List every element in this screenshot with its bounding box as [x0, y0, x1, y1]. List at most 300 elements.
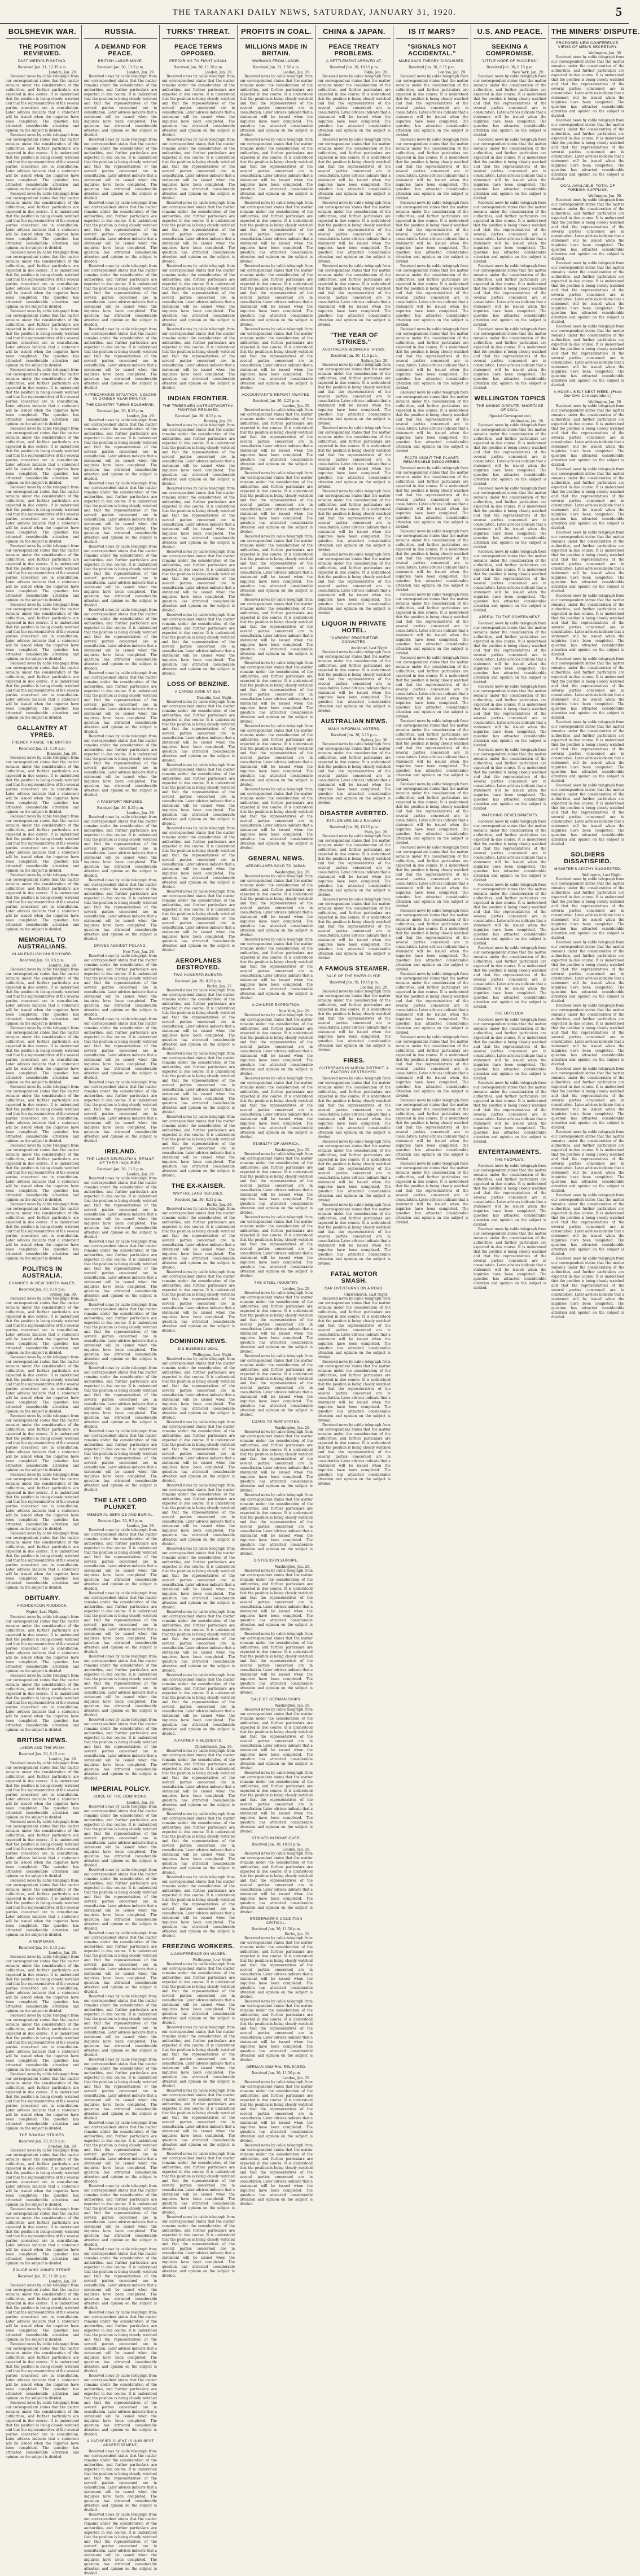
body-paragraph: Received news by cable telegraph from our correspondent states that the matter remains under the consideration of the authorities, and further particulars are expected in due course. It is understood that the position is being closely watched and that the representatives of the several parties concerned are in consultation. Later advices indicate that a statement will be issued when the inquiries have been completed. The question has attracted considerable attention and opinion on the subject is divided.: [474, 327, 546, 390]
story-subheading: THE MINING DISPUTE. SHORTAGE OF COAL.: [476, 404, 543, 412]
received-time: Received Jan. 30, 8.15 p.m.: [19, 1752, 66, 1756]
body-paragraph: Received news by cable telegraph from our correspondent states that the matter remains under the consideration of the authorities, and further particulars are expected in due course. It is understood that the position is being closely watched and that the representatives of the several parties concerned are in consultation. Later advices indicate that a statement will be issued when the inquiries have been completed. The question has attracted considerable attention and opinion on the subject is divided.: [162, 989, 235, 1051]
body-paragraph: Received news by cable telegraph from our correspondent states that the matter remains under the consideration of the authorities, and further particulars are expected in due course. It is understood that the position is being closely watched and that the representatives of the several parties concerned are in consultation. Later advices indicate that a statement will be issued when the inquiries have been completed. The question has attracted considerable attention and opinion on the subject is divided.: [162, 201, 235, 264]
body-paragraph: Received news by cable telegraph from our correspondent states that the matter remains under the consideration of the authorities, and further particulars are expected in due course. It is understood that the position is being closely watched and that the representatives of the several parties concerned are in consultation. Later advices indicate that a statement will be issued when the inquiries have been completed. The question has attracted considerable attention and opinion on the subject is divided.: [551, 594, 624, 657]
story-subheading: BRITISH LABOR MOVE.: [98, 59, 143, 63]
story: [162, 395, 235, 676]
body-paragraph: Received news by cable telegraph from our correspondent states that the matter remains under the consideration of the authorities, and further particulars are expected in due course. It is understood that the position is being closely watched and that the representatives of the several parties concerned are in consultation. Later advices indicate that a statement will be issued when the inquiries have been completed. The question has attracted considerable attention and opinion on the subject is divided.: [6, 2207, 79, 2266]
story: [318, 1057, 391, 1266]
body-paragraph: Received news by cable telegraph from our correspondent states that the matter remains under the consideration of the authorities, and further particulars are expected in due course. It is understood that the position is being closely watched and that the representatives of the several parties concerned are in consultation. Later advices indicate that a statement will be issued when the inquiries have been completed. The question has attracted considerable attention and opinion on the subject is divided.: [6, 2072, 79, 2131]
body-paragraph: Received news by cable telegraph from our correspondent states that the matter remains under the consideration of the authorities, and further particulars are expected in due course. It is understood that the position is being closely watched and that the representatives of the several parties concerned are in consultation. Later advices indicate that a statement will be issued when the inquiries have been completed. The question has attracted considerable attention and opinion on the subject is divided.: [396, 972, 468, 1035]
story: [318, 43, 391, 327]
dateline: Wellington, Jan. 30.: [588, 51, 622, 55]
story-subheading: MINISTER'S APATHY SUGGESTED.: [554, 867, 621, 871]
body-paragraph: Received news by cable telegraph from our correspondent states that the matter remains under the consideration of the authorities, and further particulars are expected in due course. It is understood that the position is being closely watched and that the representatives of the several parties concerned are in consultation. Later advices indicate that a statement will be issued when the inquiries have been completed. The question has attracted considerable attention and opinion on the subject is divided.: [6, 2149, 79, 2207]
body-paragraph: Received news by cable telegraph from our correspondent states that the matter remains under the consideration of the authorities, and further particulars are expected in due course. It is understood that the position is being closely watched and that the representatives of the several parties concerned are in consultation. Later advices indicate that a statement will be issued when the inquiries have been completed. The question has attracted considerable attention and opinion on the subject is divided.: [6, 309, 79, 368]
story: [162, 957, 235, 1178]
story-subheading: THE TRIBESMEN UNTRUSTWORTHY. FIGHTING RESUMED.: [163, 404, 234, 412]
dateline: Christchurch, Jan. 30.: [195, 1745, 233, 1749]
story-subheading: VOICE OF THE DOMINIONS.: [93, 1795, 148, 1799]
body-paragraph: Received news by cable telegraph from our correspondent states that the matter remains under the consideration of the authorities, and further particulars are expected in due course. It is understood that the position is being closely watched and that the representatives of the several parties concerned are in consultation. Later advices indicate that a statement will be issued when the inquiries have been completed. The question has attracted considerable attention and opinion on the subject is divided.: [162, 75, 235, 137]
body-paragraph: Received news by cable telegraph from our correspondent states that the matter remains under the consideration of the authorities, and further particulars are expected in due course. It is understood that the position is being closely watched and that the representatives of the several parties concerned are in consultation. Later advices indicate that a statement will be issued when the inquiries have been completed. The question has attracted considerable attention and opinion on the subject is divided.: [240, 1291, 313, 1354]
story-subheading: A PRECARIOUS SITUATION. CZECHS IN DANGER NEAR IRKUTSK.: [84, 393, 157, 401]
story-subheading: PAST WEEK'S FIGHTING.: [18, 59, 67, 63]
story-subheading: SALE OF THE RIVER CLYDE.: [326, 974, 382, 978]
story-subheading: AUSTRALIAN WORKERS' VIEWS.: [322, 348, 386, 352]
dateline: Dunedin, Last Night.: [196, 696, 233, 700]
dateline: London, Jan. 29.: [49, 1951, 77, 1955]
body-paragraph: Received news by cable telegraph from our correspondent states that the matter remains under the consideration of the authorities, and further particulars are expected in due course. It is understood that the position is being closely watched and that the representatives of the several parties concerned are in consultation. Later advices indicate that a statement will be issued when the inquiries have been completed. The question has attracted considerable attention and opinion on the subject is divided.: [84, 954, 157, 1017]
body-paragraph: Received news by cable telegraph from our correspondent states that the matter remains under the consideration of the authorities, and further particulars are expected in due course. It is understood that the position is being closely watched and that the representatives of the several parties concerned are in consultation. Later advices indicate that a statement will be issued when the inquiries have been completed. The question has attracted considerable attention and opinion on the subject is divided.: [240, 2000, 313, 2062]
body-paragraph: Received news by cable telegraph from our correspondent states that the matter remains under the consideration of the authorities, and further particulars are expected in due course. It is understood that the position is being closely watched and that the representatives of the several parties concerned are in consultation. Later advices indicate that a statement will be issued when the inquiries have been completed. The question has attracted considerable attention and opinion on the subject is divided.: [84, 1805, 157, 1868]
received-time: Received Jan. 30, 11.5 p.m.: [330, 354, 378, 358]
body-paragraph: Received news by cable telegraph from our correspondent states that the matter remains under the consideration of the authorities, and further particulars are expected in due course. It is understood that the position is being closely watched and that the representatives of the several parties concerned are in consultation. Later advices indicate that a statement will be issued when the inquiries have been completed. The question has attracted considerable attention and opinion on the subject is divided.: [6, 2342, 79, 2400]
news-column: [393, 25, 471, 1224]
story-headline: WELLINGTON TOPICS: [474, 395, 546, 402]
story-headline: THE POSITION REVIEWED.: [19, 43, 66, 57]
body-paragraph: Received news by cable telegraph from our correspondent states that the matter remains under the consideration of the authorities, and further particulars are expected in due course. It is understood that the position is being closely watched and that the representatives of the several parties concerned are in consultation. Later advices indicate that a statement will be issued when the inquiries have been completed. The question has attracted considerable attention and opinion on the subject is divided.: [162, 1875, 235, 1938]
story-subheading: ERZBERGER'S CONDITION CRITICAL.: [250, 1917, 303, 1925]
body-paragraph: Received news by cable telegraph from our correspondent states that the matter remains under the consideration of the authorities, and further particulars are expected in due course. It is understood that the position is being closely watched and that the representatives of the several parties concerned are in consultation. Later advices indicate that a statement will be issued when the inquiries have been completed. The question has attracted considerable attention and opinion on the subject is divided.: [551, 119, 624, 181]
body-paragraph: Received news by cable telegraph from our correspondent states that the matter remains under the consideration of the authorities, and further particulars are expected in due course. It is understood that the position is being closely watched and that the representatives of the several parties concerned are in consultation. Later advices indicate that a statement will be issued when the inquiries have been completed. The question has attracted considerable attention and opinion on the subject is divided.: [318, 426, 391, 489]
body-paragraph: Received news by cable telegraph from our correspondent states that the matter remains under the consideration of the authorities, and further particulars are expected in due course. It is understood that the position is being closely watched and that the representatives of the several parties concerned are in consultation. Later advices indicate that a statement will be issued when the inquiries have been completed. The question has attracted considerable attention and opinion on the subject is divided.: [6, 1532, 79, 1590]
dateline: Wellington, Jan. 29.: [588, 400, 622, 404]
story: [84, 1497, 157, 1781]
received-time: Received Jan. 30, 2.25 p.m.: [252, 399, 300, 403]
story: [240, 1559, 313, 1695]
story-subheading: A SATISFIED CLIENT IS OUR BEST ADVERTISEMENT,: [87, 2439, 154, 2447]
story-subheading: GERMAN ADMIRAL RELEASED.: [246, 2065, 306, 2069]
body-paragraph: Received news by cable telegraph from our correspondent states that the matter remains under the consideration of the authorities, and further particulars are expected in due course. It is understood that the position is being closely watched and that the representatives of the several parties concerned are in consultation. Later advices indicate that a statement will be issued when the inquiries have been completed. The question has attracted considerable attention and opinion on the subject is divided.: [6, 1355, 79, 1414]
story: [6, 937, 79, 1261]
body-paragraph: Received news by cable telegraph from our correspondent states that the matter remains under the consideration of the authorities, and further particulars are expected in due course. It is understood that the position is being closely watched and that the representatives of the several parties concerned are in consultation. Later advices indicate that a statement will be issued when the inquiries have been completed. The question has attracted considerable attention and opinion on the subject is divided.: [84, 138, 157, 200]
body-paragraph: Received news by cable telegraph from our correspondent states that the matter remains under the consideration of the authorities, and further particulars are expected in due course. It is understood that the position is being closely watched and that the representatives of the several parties concerned are in consultation. Later advices indicate that a statement will be issued when the inquiries have been completed. The question has attracted considerable attention and opinion on the subject is divided.: [84, 2311, 157, 2373]
body-paragraph: Received news by cable telegraph from our correspondent states that the matter remains under the consideration of the authorities, and further particulars are expected in due course. It is understood that the position is being closely watched and that the representatives of the several parties concerned are in consultation. Later advices indicate that a statement will be issued when the inquiries have been completed. The question has attracted considerable attention and opinion on the subject is divided.: [240, 1493, 313, 1556]
body-paragraph: Received news by cable telegraph from our correspondent states that the matter remains under the consideration of the authorities, and further particulars are expected in due course. It is understood that the position is being closely watched and that the representatives of the several parties concerned are in consultation. Later advices indicate that a statement will be issued when the inquiries have been completed. The question has attracted considerable attention and opinion on the subject is divided.: [84, 1177, 157, 1239]
story-headline: OBITUARY.: [24, 1595, 60, 1602]
column-heading: RUSSIA.: [84, 25, 157, 39]
body-paragraph: Received news by cable telegraph from our correspondent states that the matter remains under the consideration of the authorities, and further particulars are expected in due course. It is understood that the position is being closely watched and that the representatives of the several parties concerned are in consultation. Later advices indicate that a statement will be issued when the inquiries have been completed. The question has attracted considerable attention and opinion on the subject is divided.: [318, 1140, 391, 1202]
story: [474, 1012, 546, 1144]
body-paragraph: Received news by cable telegraph from our correspondent states that the matter remains under the consideration of the authorities, and further particulars are expected in due course. It is understood that the position is being closely watched and that the representatives of the several parties concerned are in consultation. Later advices indicate that a statement will be issued when the inquiries have been completed. The question has attracted considerable attention and opinion on the subject is divided.: [6, 1955, 79, 2013]
dateline: London, Jan. 29.: [282, 1848, 310, 1852]
body-paragraph: Received news by cable telegraph from our correspondent states that the matter remains under the consideration of the authorities, and further particulars are expected in due course. It is understood that the position is being closely watched and that the representatives of the several parties concerned are in consultation. Later advices indicate that a statement will be issued when the inquiries have been completed. The question has attracted considerable attention and opinion on the subject is divided.: [162, 1749, 235, 1812]
received-time: Received Jan. 30, 8.15 p.m.: [97, 806, 144, 810]
body-paragraph: Received news by cable telegraph from our correspondent states that the matter remains under the consideration of the authorities, and further particulars are expected in due course. It is understood that the position is being closely watched and that the representatives of the several parties concerned are in consultation. Later advices indicate that a statement will be issued when the inquiries have been completed. The question has attracted considerable attention and opinion on the subject is divided.: [551, 467, 624, 530]
body-paragraph: Received news by cable telegraph from our correspondent states that the matter remains under the consideration of the authorities, and further particulars are expected in due course. It is understood that the position is being closely watched and that the representatives of the several parties concerned are in consultation. Later advices indicate that a statement will be issued when the inquiries have been completed. The question has attracted considerable attention and opinion on the subject is divided.: [162, 2089, 235, 2151]
story-headline: IRELAND.: [104, 1148, 137, 1155]
dateline: Wellington, Last Night.: [192, 1958, 233, 1962]
story-subheading: THE PEOPLE'S.: [494, 1158, 525, 1162]
story-subheading: COAL AVAILABLE. TOTAL OF FOREIGN SUPPLIES.: [560, 184, 616, 192]
story: [6, 43, 79, 720]
story-headline: DISASTER AVERTED.: [319, 810, 389, 817]
body-paragraph: Received news by cable telegraph from our correspondent states that the matter remains under the consideration of the authorities, and further particulars are expected in due course. It is understood that the position is being closely watched and that the representatives of the several parties concerned are in consultation. Later advices indicate that a statement will be issued when the inquiries have been completed. The question has attracted considerable attention and opinion on the subject is divided.: [6, 1820, 79, 1878]
body-paragraph: Received news by cable telegraph from our correspondent states that the matter remains under the consideration of the authorities, and further particulars are expected in due course. It is understood that the position is being closely watched and that the representatives of the several parties concerned are in consultation. Later advices indicate that a statement will be issued when the inquiries have been completed. The question has attracted considerable attention and opinion on the subject is divided.: [551, 657, 624, 720]
story: [162, 1943, 235, 2278]
body-paragraph: Received news by cable telegraph from our correspondent states that the matter remains under the consideration of the authorities, and further particulars are expected in due course. It is understood that the position is being closely watched and that the representatives of the several parties concerned are in consultation. Later advices indicate that a statement will be issued when the inquiries have been completed. The question has attracted considerable attention and opinion on the subject is divided.: [6, 1026, 79, 1084]
story: [240, 855, 313, 1001]
story: [162, 1183, 235, 1333]
body-paragraph: Received news by cable telegraph from our correspondent states that the matter remains under the consideration of the authorities, and further particulars are expected in due course. It is understood that the position is being closely watched and that the representatives of the several parties concerned are in consultation. Later advices indicate that a statement will be issued when the inquiries have been completed. The question has attracted considerable attention and opinion on the subject is divided.: [162, 1115, 235, 1178]
story-subheading: STABILITY OF AMERICA.: [252, 1142, 300, 1146]
body-paragraph: Received news by cable telegraph from our correspondent states that the matter remains under the consideration of the authorities, and further particulars are expected in due course. It is understood that the position is being closely watched and that the representatives of the several parties concerned are in consultation. Later advices indicate that a statement will be issued when the inquiries have been completed. The question has attracted considerable attention and opinion on the subject is divided.: [318, 1423, 391, 1486]
body-paragraph: Received news by cable telegraph from our correspondent states that the matter remains under the consideration of the authorities, and further particulars are expected in due course. It is understood that the position is being closely watched and that the representatives of the several parties concerned are in consultation. Later advices indicate that a statement will be issued when the inquiries have been completed. The question has attracted considerable attention and opinion on the subject is divided.: [84, 2058, 157, 2120]
body-paragraph: Received news by cable telegraph from our correspondent states that the matter remains under the consideration of the authorities, and further particulars are expected in due course. It is understood that the position is being closely watched and that the representatives of the several parties concerned are in consultation. Later advices indicate that a statement will be issued when the inquiries have been completed. The question has attracted considerable attention and opinion on the subject is divided.: [162, 1207, 235, 1270]
body-paragraph: Received news by cable telegraph from our correspondent states that the matter remains under the consideration of the authorities, and further particulars are expected in due course. It is understood that the position is being closely watched and that the representatives of the several parties concerned are in consultation. Later advices indicate that a statement will be issued when the inquiries have been completed. The question has attracted considerable attention and opinion on the subject is divided.: [474, 883, 546, 946]
received-time: Napier, Last Night.: [25, 1610, 59, 1614]
story: [240, 1836, 313, 1915]
body-paragraph: Received news by cable telegraph from our correspondent states that the matter remains under the consideration of the authorities, and further particulars are expected in due course. It is understood that the position is being closely watched and that the representatives of the several parties concerned are in consultation. Later advices indicate that a statement will be issued when the inquiries have been completed. The question has attracted considerable attention and opinion on the subject is divided.: [240, 1708, 313, 1770]
received-time: Received Jan. 30, 8.15 p.m.: [97, 409, 144, 413]
dateline: London, Jan. 29.: [126, 414, 155, 418]
story-subheading: A CHINESE EXPEDITION.: [252, 1003, 301, 1007]
body-paragraph: Received news by cable telegraph from our correspondent states that the matter remains under the consideration of the authorities, and further particulars are expected in due course. It is understood that the position is being closely watched and that the representatives of the several parties concerned are in consultation. Later advices indicate that a statement will be issued when the inquiries have been completed. The question has attracted considerable attention and opinion on the subject is divided.: [84, 671, 157, 734]
received-time: Received Jan. 30, 10.15 p.m.: [329, 825, 379, 829]
received-time: Received Jan. 30, 11.5 p.m.: [97, 1167, 144, 1171]
story-subheading: ARCHDEACON RUDDOCK.: [16, 1604, 68, 1608]
body-paragraph: Received news by cable telegraph from our correspondent states that the matter remains under the consideration of the authorities, and further particulars are expected in due course. It is understood that the position is being closely watched and that the representatives of the several parties concerned are in consultation. Later advices indicate that a statement will be issued when the inquiries have been completed. The question has attracted considerable attention and opinion on the subject is divided.: [318, 898, 391, 960]
body-paragraph: Received news by cable telegraph from our correspondent states that the matter remains under the consideration of the authorities, and further particulars are expected in due course. It is understood that the position is being closely watched and that the representatives of the several parties concerned are in consultation. Later advices indicate that a statement will be issued when the inquiries have been completed. The question has attracted considerable attention and opinion on the subject is divided.: [84, 1868, 157, 1931]
story: [474, 43, 546, 391]
story-subheading: MANY INFORMAL VOTERS.: [328, 727, 380, 731]
story-subheading: A MOVE LIKELY NEXT WEEK. (From Our Own Correspondent.): [553, 390, 623, 398]
body-paragraph: Received news by cable telegraph from our correspondent states that the matter remains under the consideration of the authorities, and further particulars are expected in due course. It is understood that the position is being closely watched and that the representatives of the several parties concerned are in consultation. Later advices indicate that a statement will be issued when the inquiries have been completed. The question has attracted considerable attention and opinion on the subject is divided.: [84, 2184, 157, 2247]
story-headline: MEMORIAL TO AUSTRALIANS.: [17, 937, 67, 950]
story-headline: FIRES.: [343, 1057, 365, 1064]
body-paragraph: Received news by cable telegraph from our correspondent states that the matter remains under the consideration of the authorities, and further particulars are expected in due course. It is understood that the position is being closely watched and that the representatives of the several parties concerned are in consultation. Later advices indicate that a statement will be issued when the inquiries have been completed. The question has attracted considerable attention and opinion on the subject is divided.: [84, 1017, 157, 1080]
body-paragraph: Received news by cable telegraph from our correspondent states that the matter remains under the consideration of the authorities, and further particulars are expected in due course. It is understood that the position is being closely watched and that the representatives of the several parties concerned are in consultation. Later advices indicate that a statement will be issued when the inquiries have been completed. The question has attracted considerable attention and opinion on the subject is divided.: [551, 1067, 624, 1130]
story: [6, 1940, 79, 2131]
dateline: Berlin, Jan. 27.: [207, 985, 233, 989]
story: [162, 43, 235, 391]
dateline: Christchurch, Last Night.: [344, 1293, 388, 1297]
dateline: London, Jan. 29.: [126, 811, 155, 815]
story: [474, 615, 546, 811]
body-paragraph: Received news by cable telegraph from our correspondent states that the matter remains under the consideration of the authorities, and further particulars are expected in due course. It is understood that the position is being closely watched and that the representatives of the several parties concerned are in consultation. Later advices indicate that a statement will be issued when the inquiries have been completed. The question has attracted considerable attention and opinion on the subject is divided.: [396, 719, 468, 782]
received-time: Received Jan. 30, 11.50 p.m.: [251, 1927, 301, 1931]
body-paragraph: Received news by cable telegraph from our correspondent states that the matter remains under the consideration of the authorities, and further particulars are expected in due course. It is understood that the position is being closely watched and that the representatives of the several parties concerned are in consultation. Later advices indicate that a statement will be issued when the inquiries have been completed. The question has attracted considerable attention and opinion on the subject is divided.: [396, 1035, 468, 1098]
body-paragraph: Received news by cable telegraph from our correspondent states that the matter remains under the consideration of the authorities, and further particulars are expected in due course. It is understood that the position is being closely watched and that the representatives of the several parties concerned are in consultation. Later advices indicate that a statement will be issued when the inquiries have been completed. The question has attracted considerable attention and opinion on the subject is divided.: [6, 2401, 79, 2459]
body-paragraph: Received news by cable telegraph from our correspondent states that the matter remains under the consideration of the authorities, and further particulars are expected in due course. It is understood that the position is being closely watched and that the representatives of the several parties concerned are in consultation. Later advices indicate that a statement will be issued when the inquiries have been completed. The question has attracted considerable attention and opinion on the subject is divided.: [474, 138, 546, 200]
body-paragraph: Received news by cable telegraph from our correspondent states that the matter remains under the consideration of the authorities, and further particulars are expected in due course. It is understood that the position is being closely watched and that the representatives of the several parties concerned are in consultation. Later advices indicate that a statement will be issued when the inquiries have been completed. The question has attracted considerable attention and opinion on the subject is divided.: [240, 408, 313, 471]
story: [84, 2439, 157, 2576]
body-paragraph: Received news by cable telegraph from our correspondent states that the matter remains under the consideration of the authorities, and further particulars are expected in due course. It is understood that the position is being closely watched and that the representatives of the several parties concerned are in consultation. Later advices indicate that a statement will be issued when the inquiries have been completed. The question has attracted considerable attention and opinion on the subject is divided.: [162, 1052, 235, 1114]
story: [240, 1003, 313, 1140]
story: [318, 332, 391, 616]
news-column: [315, 25, 393, 1486]
body-paragraph: Received news by cable telegraph from our correspondent states that the matter remains under the consideration of the authorities, and further particulars are expected in due course. It is understood that the position is being closely watched and that the representatives of the several parties concerned are in consultation. Later advices indicate that a statement will be issued when the inquiries have been completed. The question has attracted considerable attention and opinion on the subject is divided.: [396, 138, 468, 200]
body-paragraph: Received news by cable telegraph from our correspondent states that the matter remains under the consideration of the authorities, and further particulars are expected in due course. It is understood that the position is being closely watched and that the representatives of the several parties concerned are in consultation. Later advices indicate that a statement will be issued when the inquiries have been completed. The question has attracted considerable attention and opinion on the subject is divided.: [84, 815, 157, 878]
received-time: Received Jan. 31, 12.35 a.m.: [17, 65, 67, 69]
dateline: Tokio, Jan. 28.: [363, 71, 388, 75]
story-subheading: WARNING FROM LABOR.: [252, 59, 301, 63]
dateline: London, Jan. 29.: [282, 2076, 310, 2080]
story-headline: DOMINION NEWS.: [169, 1338, 227, 1345]
body-paragraph: Received news by cable telegraph from our correspondent states that the matter remains under the consideration of the authorities, and further particulars are expected in due course. It is understood that the position is being closely watched and that the representatives of the several parties concerned are in consultation. Later advices indicate that a statement will be issued when the inquiries have been completed. The question has attracted considerable attention and opinion on the subject is divided.: [6, 815, 79, 873]
body-paragraph: Received news by cable telegraph from our correspondent states that the matter remains under the consideration of the authorities, and further particulars are expected in due course. It is understood that the position is being closely watched and that the representatives of the several parties concerned are in consultation. Later advices indicate that a statement will be issued when the inquiries have been completed. The question has attracted considerable attention and opinion on the subject is divided.: [318, 264, 391, 327]
body-paragraph: Received news by cable telegraph from our correspondent states that the matter remains under the consideration of the authorities, and further particulars are expected in due course. It is understood that the position is being closely watched and that the representatives of the several parties concerned are in consultation. Later advices indicate that a statement will be issued when the inquiries have been completed. The question has attracted considerable attention and opinion on the subject is divided.: [240, 1077, 313, 1139]
story: [318, 620, 391, 714]
dateline: Wellington, Last Night.: [582, 873, 622, 877]
body-paragraph: Received news by cable telegraph from our correspondent states that the matter remains under the consideration of the authorities, and further particulars are expected in due course. It is understood that the position is being closely watched and that the representatives of the several parties concerned are in consultation. Later advices indicate that a statement will be issued when the inquiries have been completed. The question has attracted considerable attention and opinion on the subject is divided.: [84, 2450, 157, 2512]
body-paragraph: Received news by cable telegraph from our correspondent states that the matter remains under the consideration of the authorities, and further particulars are expected in due course. It is understood that the position is being closely watched and that the representatives of the several parties concerned are in consultation. Later advices indicate that a statement will be issued when the inquiries have been completed. The question has attracted considerable attention and opinion on the subject is divided.: [240, 1215, 313, 1278]
story: [474, 1149, 546, 1291]
story-subheading: APPEAL TO THE GOVERNMENT.: [479, 615, 541, 619]
body-paragraph: Received news by cable telegraph from our correspondent states that the matter remains under the consideration of the authorities, and further particulars are expected in due course. It is understood that the position is being closely watched and that the representatives of the several parties concerned are in consultation. Later advices indicate that a statement will be issued when the inquiries have been completed. The question has attracted considerable attention and opinion on the subject is divided.: [396, 1099, 468, 1161]
body-paragraph: Received news by cable telegraph from our correspondent states that the matter remains under the consideration of the authorities, and further particulars are expected in due course. It is understood that the position is being closely watched and that the representatives of the several parties concerned are in consultation. Later advices indicate that a statement will be issued when the inquiries have been completed. The question has attracted considerable attention and opinion on the subject is divided.: [6, 1473, 79, 1531]
story-subheading: A NEW BANK.: [29, 1940, 56, 1944]
dateline: London, Jan. 29.: [49, 71, 77, 75]
received-time: Received Jan. 30, 11.50 p.m.: [251, 2071, 301, 2075]
body-paragraph: Received news by cable telegraph from our correspondent states that the matter remains under the consideration of the authorities, and further particulars are expected in due course. It is understood that the position is being closely watched and that the representatives of the several parties concerned are in consultation. Later advices indicate that a statement will be issued when the inquiries have been completed. The question has attracted considerable attention and opinion on the subject is divided.: [551, 198, 624, 261]
story-subheading: FRENCH PRAISE THE BRITISH.: [12, 741, 73, 745]
story-subheading: WHY HOLLAND REFUSES.: [173, 1192, 224, 1196]
body-paragraph: Received news by cable telegraph from our correspondent states that the matter remains under the consideration of the authorities, and further particulars are expected in due course. It is understood that the position is being closely watched and that the representatives of the several parties concerned are in consultation. Later advices indicate that a statement will be issued when the inquiries have been completed. The question has attracted considerable attention and opinion on the subject is divided.: [6, 1615, 79, 1673]
body-paragraph: Received news by cable telegraph from our correspondent states that the matter remains under the consideration of the authorities, and further particulars are expected in due course. It is understood that the position is being closely watched and that the representatives of the several parties concerned are in consultation. Later advices indicate that a statement will be issued when the inquiries have been completed. The question has attracted considerable attention and opinion on the subject is divided.: [551, 1004, 624, 1066]
body-paragraph: Received news by cable telegraph from our correspondent states that the matter remains under the consideration of the authorities, and further particulars are expected in due course. It is understood that the position is being closely watched and that the representatives of the several parties concerned are in consultation. Later advices indicate that a statement will be issued when the inquiries have been completed. The question has attracted considerable attention and opinion on the subject is divided.: [84, 1931, 157, 1994]
body-paragraph: Received news by cable telegraph from our correspondent states that the matter remains under the consideration of the authorities, and further particulars are expected in due course. It is understood that the position is being closely watched and that the representatives of the several parties concerned are in consultation. Later advices indicate that a statement will be issued when the inquiries have been completed. The question has attracted considerable attention and opinion on the subject is divided.: [240, 874, 313, 937]
body-paragraph: Received news by cable telegraph from our correspondent states that the matter remains under the consideration of the authorities, and further particulars are expected in due course. It is understood that the position is being closely watched and that the representatives of the several parties concerned are in consultation. Later advices indicate that a statement will be issued when the inquiries have been completed. The question has attracted considerable attention and opinion on the subject is divided.: [6, 1202, 79, 1261]
dateline: New York, Jan. 29.: [278, 1009, 310, 1013]
body-paragraph: Received news by cable telegraph from our correspondent states that the matter remains under the consideration of the authorities, and further particulars are expected in due course. It is understood that the position is being closely watched and that the representatives of the several parties concerned are in consultation. Later advices indicate that a statement will be issued when the inquiries have been completed. The question has attracted considerable attention and opinion on the subject is divided.: [84, 1995, 157, 2057]
column-heading: PROFITS IN COAL.: [240, 25, 313, 39]
story-subheading: "CARGEN" PROPRIETOR CONVICTED.: [330, 636, 378, 644]
story-subheading: POLICE WHO JOINED STRIKE.: [12, 2268, 72, 2272]
story-headline: "SIGNALS NOT ACCIDENTAL.": [407, 43, 457, 57]
body-paragraph: Received news by cable telegraph from our correspondent states that the matter remains under the consideration of the authorities, and further particulars are expected in due course. It is understood that the position is being closely watched and that the representatives of the several parties concerned are in consultation. Later advices indicate that a statement will be issued when the inquiries have been completed. The question has attracted considerable attention and opinion on the subject is divided.: [474, 820, 546, 882]
received-time: Received Jan. 30, 8.15 p.m.: [486, 65, 534, 69]
body-paragraph: Received news by cable telegraph from our correspondent states that the matter remains under the consideration of the authorities, and further particulars are expected in due course. It is understood that the position is being closely watched and that the representatives of the several parties concerned are in consultation. Later advices indicate that a statement will be issued when the inquiries have been completed. The question has attracted considerable attention and opinion on the subject is divided.: [551, 941, 624, 1003]
story: [84, 800, 157, 942]
body-paragraph: Received news by cable telegraph from our correspondent states that the matter remains under the consideration of the authorities, and further particulars are expected in due course. It is understood that the position is being closely watched and that the representatives of the several parties concerned are in consultation. Later advices indicate that a statement will be issued when the inquiries have been completed. The question has attracted considerable attention and opinion on the subject is divided.: [240, 471, 313, 534]
story: [396, 43, 468, 454]
dateline: Wellington, Jan. 28.: [510, 419, 544, 423]
column-heading: U.S. AND PEACE.: [474, 25, 546, 39]
body-paragraph: Received news by cable telegraph from our correspondent states that the matter remains under the consideration of the authorities, and further particulars are expected in due course. It is understood that the position is being closely watched and that the representatives of the several parties concerned are in consultation. Later advices indicate that a statement will be issued when the inquiries have been completed. The question has attracted considerable attention and opinion on the subject is divided.: [84, 418, 157, 481]
body-paragraph: Received news by cable telegraph from our correspondent states that the matter remains under the consideration of the authorities, and further particulars are expected in due course. It is understood that the position is being closely watched and that the representatives of the several parties concerned are in consultation. Later advices indicate that a statement will be issued when the inquiries have been completed. The question has attracted considerable attention and opinion on the subject is divided.: [84, 2374, 157, 2437]
dateline: Berlin, Jan. 29.: [207, 1203, 233, 1207]
body-paragraph: Received news by cable telegraph from our correspondent states that the matter remains under the consideration of the authorities, and further particulars are expected in due course. It is understood that the position is being closely watched and that the representatives of the several parties concerned are in consultation. Later advices indicate that a statement will be issued when the inquiries have been completed. The question has attracted considerable attention and opinion on the subject is divided.: [396, 391, 468, 453]
body-paragraph: Received news by cable telegraph from our correspondent states that the matter remains under the consideration of the authorities, and further particulars are expected in due course. It is understood that the position is being closely watched and that the representatives of the several parties concerned are in consultation. Later advices indicate that a statement will be issued when the inquiries have been completed. The question has attracted considerable attention and opinion on the subject is divided.: [6, 75, 79, 133]
body-paragraph: Received news by cable telegraph from our correspondent states that the matter remains under the consideration of the authorities, and further particulars are expected in due course. It is understood that the position is being closely watched and that the representatives of the several parties concerned are in consultation. Later advices indicate that a statement will be issued when the inquiries have been completed. The question has attracted considerable attention and opinion on the subject is divided.: [474, 550, 546, 613]
body-paragraph: Received news by cable telegraph from our correspondent states that the matter remains under the consideration of the authorities, and further particulars are expected in due course. It is understood that the position is being closely watched and that the representatives of the several parties concerned are in consultation. Later advices indicate that a statement will be issued when the inquiries have been completed. The question has attracted considerable attention and opinion on the subject is divided.: [318, 1297, 391, 1359]
story: [318, 1271, 391, 1486]
body-paragraph: Received news by cable telegraph from our correspondent states that the matter remains under the consideration of the authorities, and further particulars are expected in due course. It is understood that the position is being closely watched and that the representatives of the several parties concerned are in consultation. Later advices indicate that a statement will be issued when the inquiries have been completed. The question has attracted considerable attention and opinion on the subject is divided.: [240, 661, 313, 724]
news-columns: [3, 25, 640, 2575]
body-paragraph: Received news by cable telegraph from our correspondent states that the matter remains under the consideration of the authorities, and further particulars are expected in due course. It is understood that the position is being closely watched and that the representatives of the several parties concerned are in consultation. Later advices indicate that a statement will be issued when the inquiries have been completed. The question has attracted considerable attention and opinion on the subject is divided.: [240, 2144, 313, 2206]
body-paragraph: Received news by cable telegraph from our correspondent states that the matter remains under the consideration of the authorities, and further particulars are expected in due course. It is understood that the position is being closely watched and that the representatives of the several parties concerned are in consultation. Later advices indicate that a statement will be issued when the inquiries have been completed. The question has attracted considerable attention and opinion on the subject is divided.: [84, 608, 157, 671]
body-paragraph: Received news by cable telegraph from our correspondent states that the matter remains under the consideration of the authorities, and further particulars are expected in due course. It is understood that the position is being closely watched and that the representatives of the several parties concerned are in consultation. Later advices indicate that a statement will be issued when the inquiries have been completed. The question has attracted considerable attention and opinion on the subject is divided.: [6, 873, 79, 931]
news-column: [471, 25, 549, 1290]
body-paragraph: Received news by cable telegraph from our correspondent states that the matter remains under the consideration of the authorities, and further particulars are expected in due course. It is understood that the position is being closely watched and that the representatives of the several parties concerned are in consultation. Later advices indicate that a statement will be issued when the inquiries have been completed. The question has attracted considerable attention and opinion on the subject is divided.: [318, 363, 391, 426]
body-paragraph: Received news by cable telegraph from our correspondent states that the matter remains under the consideration of the authorities, and further particulars are expected in due course. It is understood that the position is being closely watched and that the representatives of the several parties concerned are in consultation. Later advices indicate that a statement will be issued when the inquiries have been completed. The question has attracted considerable attention and opinion on the subject is divided.: [240, 1771, 313, 1834]
body-paragraph: Received news by cable telegraph from our correspondent states that the matter remains under the consideration of the authorities, and further particulars are expected in due course. It is understood that the position is being closely watched and that the representatives of the several parties concerned are in consultation. Later advices indicate that a statement will be issued when the inquiries have been completed. The question has attracted considerable attention and opinion on the subject is divided.: [6, 2014, 79, 2072]
body-paragraph: Received news by cable telegraph from our correspondent states that the matter remains under the consideration of the authorities, and further particulars are expected in due course. It is understood that the position is being closely watched and that the representatives of the several parties concerned are in consultation. Later advices indicate that a statement will be issued when the inquiries have been completed. The question has attracted considerable attention and opinion on the subject is divided.: [240, 598, 313, 661]
story: [84, 43, 157, 391]
story-subheading: WATCHING DEVELOPMENTS.: [481, 814, 538, 817]
body-paragraph: Received news by cable telegraph from our correspondent states that the matter remains under the consideration of the authorities, and further particulars are expected in due course. It is understood that the position is being closely watched and that the representatives of the several parties concerned are in consultation. Later advices indicate that a statement will be issued when the inquiries have been completed. The question has attracted considerable attention and opinion on the subject is divided.: [318, 1077, 391, 1139]
body-paragraph: Received news by cable telegraph from our correspondent states that the matter remains under the consideration of the authorities, and further particulars are expected in due course. It is understood that the position is being closely watched and that the representatives of the several parties concerned are in consultation. Later advices indicate that a statement will be issued when the inquiries have been completed. The question has attracted considerable attention and opinion on the subject is divided.: [474, 75, 546, 137]
story: [6, 725, 79, 932]
body-paragraph: Received news by cable telegraph from our correspondent states that the matter remains under the consideration of the authorities, and further particulars are expected in due course. It is understood that the position is being closely watched and that the representatives of the several parties concerned are in consultation. Later advices indicate that a statement will be issued when the inquiries have been completed. The question has attracted considerable attention and opinion on the subject is divided.: [6, 368, 79, 426]
story-subheading: STRIKES IN ROME OVER.: [251, 1836, 301, 1840]
story: [240, 43, 313, 391]
story-subheading: THE BOMBAY STRIKES.: [19, 2133, 65, 2137]
story: [240, 393, 313, 851]
received-time: Received Jan. 30, 8.15 p.m.: [19, 1946, 66, 1950]
dateline: Washington, Jan. 29.: [275, 871, 310, 874]
story-subheading: "LITTLE HOPE OF SUCCESS.": [481, 59, 539, 63]
body-paragraph: Received news by cable telegraph from our correspondent states that the matter remains under the consideration of the authorities, and further particulars are expected in due course. It is understood that the position is being closely watched and that the representatives of the several parties concerned are in consultation. Later advices indicate that a statement will be issued when the inquiries have been completed. The question has attracted considerable attention and opinion on the subject is divided.: [240, 327, 313, 390]
story-headline: SOLDIERS DISSATISFIED.: [564, 851, 612, 865]
story-headline: MILLIONS MADE IN BRITAIN.: [245, 43, 308, 57]
body-paragraph: Received news by cable telegraph from our correspondent states that the matter remains under the consideration of the authorities, and further particulars are expected in due course. It is understood that the position is being closely watched and that the representatives of the several parties concerned are in consultation. Later advices indicate that a statement will be issued when the inquiries have been completed. The question has attracted considerable attention and opinion on the subject is divided.: [6, 2284, 79, 2342]
received-time: Received Jan. 31, 1.10 a.m.: [19, 747, 66, 751]
story: [240, 1281, 313, 1418]
body-paragraph: Received news by cable telegraph from our correspondent states that the matter remains under the consideration of the authorities, and further particulars are expected in due course. It is understood that the position is being closely watched and that the representatives of the several parties concerned are in consultation. Later advices indicate that a statement will be issued when the inquiries have been completed. The question has attracted considerable attention and opinion on the subject is divided.: [6, 1297, 79, 1355]
body-paragraph: Received news by cable telegraph from our correspondent states that the matter remains under the consideration of the authorities, and further particulars are expected in due course. It is understood that the position is being closely watched and that the representatives of the several parties concerned are in consultation. Later advices indicate that a statement will be issued when the inquiries have been completed. The question has attracted considerable attention and opinion on the subject is divided.: [162, 487, 235, 549]
body-paragraph: Received news by cable telegraph from our correspondent states that the matter remains under the consideration of the authorities, and further particulars are expected in due course. It is understood that the position is being closely watched and that the representatives of the several parties concerned are in consultation. Later advices indicate that a statement will be issued when the inquiries have been completed. The question has attracted considerable attention and opinion on the subject is divided.: [318, 75, 391, 137]
dateline: Wellington, Jan. 30.: [588, 194, 622, 198]
story-headline: AEROPLANES DESTROYED.: [175, 957, 222, 971]
body-paragraph: Received news by cable telegraph from our correspondent states that the matter remains under the consideration of the authorities, and further particulars are expected in due course. It is understood that the position is being closely watched and that the representatives of the several parties concerned are in consultation. Later advices indicate that a statement will be issued when the inquiries have been completed. The question has attracted considerable attention and opinion on the subject is divided.: [162, 2152, 235, 2215]
body-paragraph: Received news by cable telegraph from our correspondent states that the matter remains under the consideration of the authorities, and further particulars are expected in due course. It is understood that the position is being closely watched and that the representatives of the several parties concerned are in consultation. Later advices indicate that a statement will be issued when the inquiries have been completed. The question has attracted considerable attention and opinion on the subject is divided.: [84, 1303, 157, 1366]
story: [551, 184, 624, 388]
body-paragraph: Received news by cable telegraph from our correspondent states that the matter remains under the consideration of the authorities, and further particulars are expected in due course. It is understood that the position is being closely watched and that the representatives of the several parties concerned are in consultation. Later advices indicate that a statement will be issued when the inquiries have been completed. The question has attracted considerable attention and opinion on the subject is divided.: [6, 662, 79, 720]
story-headline: LOSS OF BENZINE.: [167, 681, 230, 688]
news-column: [3, 25, 81, 2459]
received-time: Received Jan. 30, 11.5 p.m.: [97, 65, 144, 69]
dateline: London, Jan. 29.: [126, 1524, 155, 1528]
body-paragraph: Received news by cable telegraph from our correspondent states that the matter remains under the consideration of the authorities, and further particulars are expected in due course. It is understood that the position is being closely watched and that the representatives of the several parties concerned are in consultation. Later advices indicate that a statement will be issued when the inquiries have been completed. The question has attracted considerable attention and opinion on the subject is divided.: [396, 593, 468, 655]
story-headline: GENERAL NEWS.: [248, 855, 305, 862]
story: [6, 1266, 79, 1590]
body-paragraph: Received news by cable telegraph from our correspondent states that the matter remains under the consideration of the authorities, and further particulars are expected in due course. It is understood that the position is being closely watched and that the representatives of the several parties concerned are in consultation. Later advices indicate that a statement will be issued when the inquiries have been completed. The question has attracted considerable attention and opinion on the subject is divided.: [474, 264, 546, 327]
dateline: Sydney, Jan. 30.: [361, 359, 388, 363]
story-subheading: SALE OF GERMAN SHIPS.: [251, 1698, 302, 1702]
dateline: London, Jan. 29.: [126, 1173, 155, 1177]
story: [318, 965, 391, 1053]
dateline: London, Jan. 29.: [126, 1801, 155, 1805]
received-time: Received Jan. 30, 10.15 p.m.: [329, 981, 379, 985]
story-subheading: DRIVES AGAINST POLAND.: [94, 944, 147, 948]
dateline: New York, Jan. 29.: [512, 71, 544, 75]
story: [240, 2065, 313, 2207]
body-paragraph: Received news by cable telegraph from our correspondent states that the matter remains under the consideration of the authorities, and further particulars are expected in due course. It is understood that the position is being closely watched and that the representatives of the several parties concerned are in consultation. Later advices indicate that a statement will be issued when the inquiries have been completed. The question has attracted considerable attention and opinion on the subject is divided.: [240, 264, 313, 327]
story-subheading: A CARGO SUNK AT SEA.: [174, 690, 222, 694]
received-time: Received Jan. 30, 8.15 p.m.: [330, 733, 378, 737]
body-paragraph: Received news by cable telegraph from our correspondent states that the matter remains under the consideration of the authorities, and further particulars are expected in due course. It is understood that the position is being closely watched and that the representatives of the several parties concerned are in consultation. Later advices indicate that a statement will be issued when the inquiries have been completed. The question has attracted considerable attention and opinion on the subject is divided.: [240, 201, 313, 264]
body-paragraph: Received news by cable telegraph from our correspondent states that the matter remains under the consideration of the authorities, and further particulars are expected in due course. It is understood that the position is being closely watched and that the representatives of the several parties concerned are in consultation. Later advices indicate that a statement will be issued when the inquiries have been completed. The question has attracted considerable attention and opinion on the subject is divided.: [6, 544, 79, 602]
dateline: London, Jan. 29.: [282, 71, 310, 75]
body-paragraph: Received news by cable telegraph from our correspondent states that the matter remains under the consideration of the authorities, and further particulars are expected in due course. It is understood that the position is being closely watched and that the representatives of the several parties concerned are in consultation. Later advices indicate that a statement will be issued when the inquiries have been completed. The question has attracted considerable attention and opinion on the subject is divided.: [551, 784, 624, 846]
story: [474, 814, 546, 1009]
received-time: Received Jan. 30, 11.50 p.m.: [17, 2275, 67, 2278]
story-subheading: AEROPLANES SOLD TO JAPAN.: [246, 864, 307, 868]
story: [6, 2133, 79, 2266]
body-paragraph: Received news by cable telegraph from our correspondent states that the matter remains under the consideration of the authorities, and further particulars are expected in due course. It is understood that the position is being closely watched and that the representatives of the several parties concerned are in consultation. Later advices indicate that a statement will be issued when the inquiries have been completed. The question has attracted considerable attention and opinion on the subject is divided.: [6, 756, 79, 814]
body-paragraph: Received news by cable telegraph from our correspondent states that the matter remains under the consideration of the authorities, and further particulars are expected in due course. It is understood that the position is being closely watched and that the representatives of the several parties concerned are in consultation. Later advices indicate that a statement will be issued when the inquiries have been completed. The question has attracted considerable attention and opinion on the subject is divided.: [240, 1852, 313, 1914]
received-time: (Special Correspondent.): [488, 414, 532, 418]
body-paragraph: Received news by cable telegraph from our correspondent states that the matter remains under the consideration of the authorities, and further particulars are expected in due course. It is understood that the position is being closely watched and that the representatives of the several parties concerned are in consultation. Later advices indicate that a statement will be issued when the inquiries have been completed. The question has attracted considerable attention and opinion on the subject is divided.: [162, 2026, 235, 2088]
news-column: [159, 25, 237, 2278]
body-paragraph: Received news by cable telegraph from our correspondent states that the matter remains under the consideration of the authorities, and further particulars are expected in due course. It is understood that the position is being closely watched and that the representatives of the several parties concerned are in consultation. Later advices indicate that a statement will be issued when the inquiries have been completed. The question has attracted considerable attention and opinion on the subject is divided.: [474, 423, 546, 486]
received-time: Received Jan. 30, 9.5 p.m.: [98, 1519, 143, 1523]
body-paragraph: Received news by cable telegraph from our correspondent states that the matter remains under the consideration of the authorities, and further particulars are expected in due course. It is understood that the position is being closely watched and that the representatives of the several parties concerned are in consultation. Later advices indicate that a statement will be issued when the inquiries have been completed. The question has attracted considerable attention and opinion on the subject is divided.: [162, 138, 235, 200]
body-paragraph: Received news by cable telegraph from our correspondent states that the matter remains under the consideration of the authorities, and further particulars are expected in due course. It is understood that the position is being closely watched and that the representatives of the several parties concerned are in consultation. Later advices indicate that a statement will be issued when the inquiries have been completed. The question has attracted considerable attention and opinion on the subject is divided.: [84, 1429, 157, 1492]
body-paragraph: Received news by cable telegraph from our correspondent states that the matter remains under the consideration of the authorities, and further particulars are expected in due course. It is understood that the position is being closely watched and that the representatives of the several parties concerned are in consultation. Later advices indicate that a statement will be issued when the inquiries have been completed. The question has attracted considerable attention and opinion on the subject is divided.: [318, 489, 391, 552]
story-headline: IMPERIAL POLICY.: [90, 1786, 151, 1792]
story: [474, 395, 546, 613]
body-paragraph: Received news by cable telegraph from our correspondent states that the matter remains under the consideration of the authorities, and further particulars are expected in due course. It is understood that the position is being closely watched and that the representatives of the several parties concerned are in consultation. Later advices indicate that a statement will be issued when the inquiries have been completed. The question has attracted considerable attention and opinion on the subject is divided.: [84, 1528, 157, 1591]
story-subheading: THE OUTLOOK.: [494, 1012, 525, 1016]
body-paragraph: Received news by cable telegraph from our correspondent states that the matter remains under the consideration of the authorities, and further particulars are expected in due course. It is understood that the position is being closely watched and that the representatives of the several parties concerned are in consultation. Later advices indicate that a statement will be issued when the inquiries have been completed. The question has attracted considerable attention and opinion on the subject is divided.: [84, 2121, 157, 2184]
story: [162, 681, 235, 953]
dateline: Paris, Jan. 28.: [364, 830, 388, 834]
body-paragraph: Received news by cable telegraph from our correspondent states that the matter remains under the consideration of the authorities, and further particulars are expected in due course. It is understood that the position is being closely watched and that the representatives of the several parties concerned are in consultation. Later advices indicate that a statement will be issued when the inquiries have been completed. The question has attracted considerable attention and opinion on the subject is divided.: [396, 656, 468, 719]
body-paragraph: Received news by cable telegraph from our correspondent states that the matter remains under the consideration of the authorities, and further particulars are expected in due course. It is understood that the position is being closely watched and that the representatives of the several parties concerned are in consultation. Later advices indicate that a statement will be issued when the inquiries have been completed. The question has attracted considerable attention and opinion on the subject is divided.: [318, 650, 391, 713]
body-paragraph: Received news by cable telegraph from our correspondent states that the matter remains under the consideration of the authorities, and further particulars are expected in due course. It is understood that the position is being closely watched and that the representatives of the several parties concerned are in consultation. Later advices indicate that a statement will be issued when the inquiries have been completed. The question has attracted considerable attention and opinion on the subject is divided.: [240, 724, 313, 787]
body-paragraph: Received news by cable telegraph from our correspondent states that the matter remains under the consideration of the authorities, and further particulars are expected in due course. It is understood that the position is being closely watched and that the representatives of the several parties concerned are in consultation. Later advices indicate that a statement will be issued when the inquiries have been completed. The question has attracted considerable attention and opinion on the subject is divided.: [318, 742, 391, 805]
body-paragraph: Received news by cable telegraph from our correspondent states that the matter remains under the consideration of the authorities, and further particulars are expected in due course. It is understood that the position is being closely watched and that the representatives of the several parties concerned are in consultation. Later advices indicate that a statement will be issued when the inquiries have been completed. The question has attracted considerable attention and opinion on the subject is divided.: [551, 1130, 624, 1193]
column-heading: THE MINERS' DISPUTE.: [551, 25, 624, 39]
body-paragraph: Received news by cable telegraph from our correspondent states that the matter remains under the consideration of the authorities, and further particulars are expected in due course. It is understood that the position is being closely watched and that the representatives of the several parties concerned are in consultation. Later advices indicate that a statement will be issued when the inquiries have been completed. The question has attracted considerable attention and opinion on the subject is divided.: [240, 1569, 313, 1632]
body-paragraph: Received news by cable telegraph from our correspondent states that the matter remains under the consideration of the authorities, and further particulars are expected in due course. It is understood that the position is being closely watched and that the representatives of the several parties concerned are in consultation. Later advices indicate that a statement will be issued when the inquiries have been completed. The question has attracted considerable attention and opinion on the subject is divided.: [474, 1164, 546, 1227]
column-heading: IS IT MARS?: [396, 25, 468, 39]
story-subheading: PROPOSED NEW CONFERENCE. VIEWS OF MEN'S SECRETARY.: [556, 41, 620, 49]
story-headline: BRITISH NEWS.: [17, 1737, 68, 1744]
story: [318, 810, 391, 961]
body-paragraph: Received news by cable telegraph from our correspondent states that the matter remains under the consideration of the authorities, and further particulars are expected in due course. It is understood that the position is being closely watched and that the representatives of the several parties concerned are in consultation. Later advices indicate that a statement will be issued when the inquiries have been completed. The question has attracted considerable attention and opinion on the subject is divided.: [396, 466, 468, 529]
story-headline: A DEMAND FOR PEACE.: [94, 43, 147, 57]
body-paragraph: Received news by cable telegraph from our correspondent states that the matter remains under the consideration of the authorities, and further particulars are expected in due course. It is understood that the position is being closely watched and that the representatives of the several parties concerned are in consultation. Later advices indicate that a statement will be issued when the inquiries have been completed. The question has attracted considerable attention and opinion on the subject is divided.: [84, 1655, 157, 1717]
received-time: Received Jan. 30, 8.15 p.m.: [19, 1288, 66, 1292]
body-paragraph: Received news by cable telegraph from our correspondent states that the matter remains under the consideration of the authorities, and further particulars are expected in due course. It is understood that the position is being closely watched and that the representatives of the several parties concerned are in consultation. Later advices indicate that a statement will be issued when the inquiries have been completed. The question has attracted considerable attention and opinion on the subject is divided.: [6, 251, 79, 309]
story-subheading: THE COUNTRY TURNS BOLSHEVIK.: [86, 403, 155, 407]
body-paragraph: Received news by cable telegraph from our correspondent states that the matter remains under the consideration of the authorities, and further particulars are expected in due course. It is understood that the position is being closely watched and that the representatives of the several parties concerned are in consultation. Later advices indicate that a statement will be issued when the inquiries have been completed. The question has attracted considerable attention and opinion on the subject is divided.: [84, 1718, 157, 1781]
story-headline: THE LATE LORD PLUNKET.: [94, 1497, 147, 1511]
dateline: Washington, Jan. 29.: [275, 1426, 310, 1430]
dateline: London, Jan. 29.: [438, 71, 466, 75]
story: [84, 393, 157, 401]
body-paragraph: Received news by cable telegraph from our correspondent states that the matter remains under the consideration of the authorities, and further particulars are expected in due course. It is understood that the position is being closely watched and that the representatives of the several parties concerned are in consultation. Later advices indicate that a statement will be issued when the inquiries have been completed. The question has attracted considerable attention and opinion on the subject is divided.: [474, 622, 546, 684]
dateline: Sydney, Jan. 30.: [49, 1293, 77, 1297]
story-subheading: ACCOUNTANT'S REPORT AWAITED.: [242, 393, 311, 397]
story-subheading: THE STEEL INDUSTRY.: [254, 1281, 299, 1285]
dateline: London, Jan. 29.: [49, 1757, 77, 1761]
column-heading: CHINA & JAPAN.: [318, 25, 391, 39]
body-paragraph: Received news by cable telegraph from our correspondent states that the matter remains under the consideration of the authorities, and further particulars are expected in due course. It is understood that the position is being closely watched and that the representatives of the several parties concerned are in consultation. Later advices indicate that a statement will be issued when the inquiries have been completed. The question has attracted considerable attention and opinion on the subject is divided.: [240, 138, 313, 200]
story: [6, 1737, 79, 1938]
body-paragraph: Received news by cable telegraph from our correspondent states that the matter remains under the consideration of the authorities, and further particulars are expected in due course. It is understood that the position is being closely watched and that the representatives of the several parties concerned are in consultation. Later advices indicate that a statement will be issued when the inquiries have been completed. The question has attracted considerable attention and opinion on the subject is divided.: [474, 946, 546, 1009]
story-subheading: A CONFERENCE ON WAGES.: [170, 1952, 227, 1956]
body-paragraph: Received news by cable telegraph from our correspondent states that the matter remains under the consideration of the authorities, and further particulars are expected in due course. It is understood that the position is being closely watched and that the representatives of the several parties concerned are in consultation. Later advices indicate that a statement will be issued when the inquiries have been completed. The question has attracted considerable attention and opinion on the subject is divided.: [240, 2080, 313, 2143]
story-subheading: LOANS TO NEW STATES.: [252, 1420, 301, 1424]
story: [240, 1698, 313, 1834]
masthead-title: THE TARANAKI DAILY NEWS, SATURDAY, JANUARY 31, 1920.: [172, 8, 457, 17]
body-paragraph: Received news by cable telegraph from our correspondent states that the matter remains under the consideration of the authorities, and further particulars are expected in due course. It is understood that the position is being closely watched and that the representatives of the several parties concerned are in consultation. Later advices indicate that a statement will be issued when the inquiries have been completed. The question has attracted considerable attention and opinion on the subject is divided.: [162, 2215, 235, 2278]
dateline: Washington, Jan. 29.: [275, 1565, 310, 1569]
story: [551, 390, 624, 847]
body-paragraph: Received news by cable telegraph from our correspondent states that the matter remains under the consideration of the authorities, and further particulars are expected in due course. It is understood that the position is being closely watched and that the representatives of the several parties concerned are in consultation. Later advices indicate that a statement will be issued when the inquiries have been completed. The question has attracted considerable attention and opinion on the subject is divided.: [396, 75, 468, 137]
body-paragraph: Received news by cable telegraph from our correspondent states that the matter remains under the consideration of the authorities, and further particulars are expected in due course. It is understood that the position is being closely watched and that the representatives of the several parties concerned are in consultation. Later advices indicate that a statement will be issued when the inquiries have been completed. The question has attracted considerable attention and opinion on the subject is divided.: [240, 1152, 313, 1215]
received-time: Received Jan. 30, 8.15 p.m.: [174, 414, 222, 418]
body-paragraph: Received news by cable telegraph from our correspondent states that the matter remains under the consideration of the authorities, and further particulars are expected in due course. It is understood that the position is being closely watched and that the representatives of the several parties concerned are in consultation. Later advices indicate that a statement will be issued when the inquiries have been completed. The question has attracted considerable attention and opinion on the subject is divided.: [551, 720, 624, 783]
body-paragraph: Received news by cable telegraph from our correspondent states that the matter remains under the consideration of the authorities, and further particulars are expected in due course. It is understood that the position is being closely watched and that the representatives of the several parties concerned are in consultation. Later advices indicate that a statement will be issued when the inquiries have been completed. The question has attracted considerable attention and opinion on the subject is divided.: [84, 482, 157, 544]
body-paragraph: Received news by cable telegraph from our correspondent states that the matter remains under the consideration of the authorities, and further particulars are expected in due course. It is understood that the position is being closely watched and that the representatives of the several parties concerned are in consultation. Later advices indicate that a statement will be issued when the inquiries have been completed. The question has attracted considerable attention and opinion on the subject is divided.: [84, 878, 157, 941]
body-paragraph: Received news by cable telegraph from our correspondent states that the matter remains under the consideration of the authorities, and further particulars are expected in due course. It is understood that the position is being closely watched and that the representatives of the several parties concerned are in consultation. Later advices indicate that a statement will be issued when the inquiries have been completed. The question has attracted considerable attention and opinion on the subject is divided.: [162, 327, 235, 390]
